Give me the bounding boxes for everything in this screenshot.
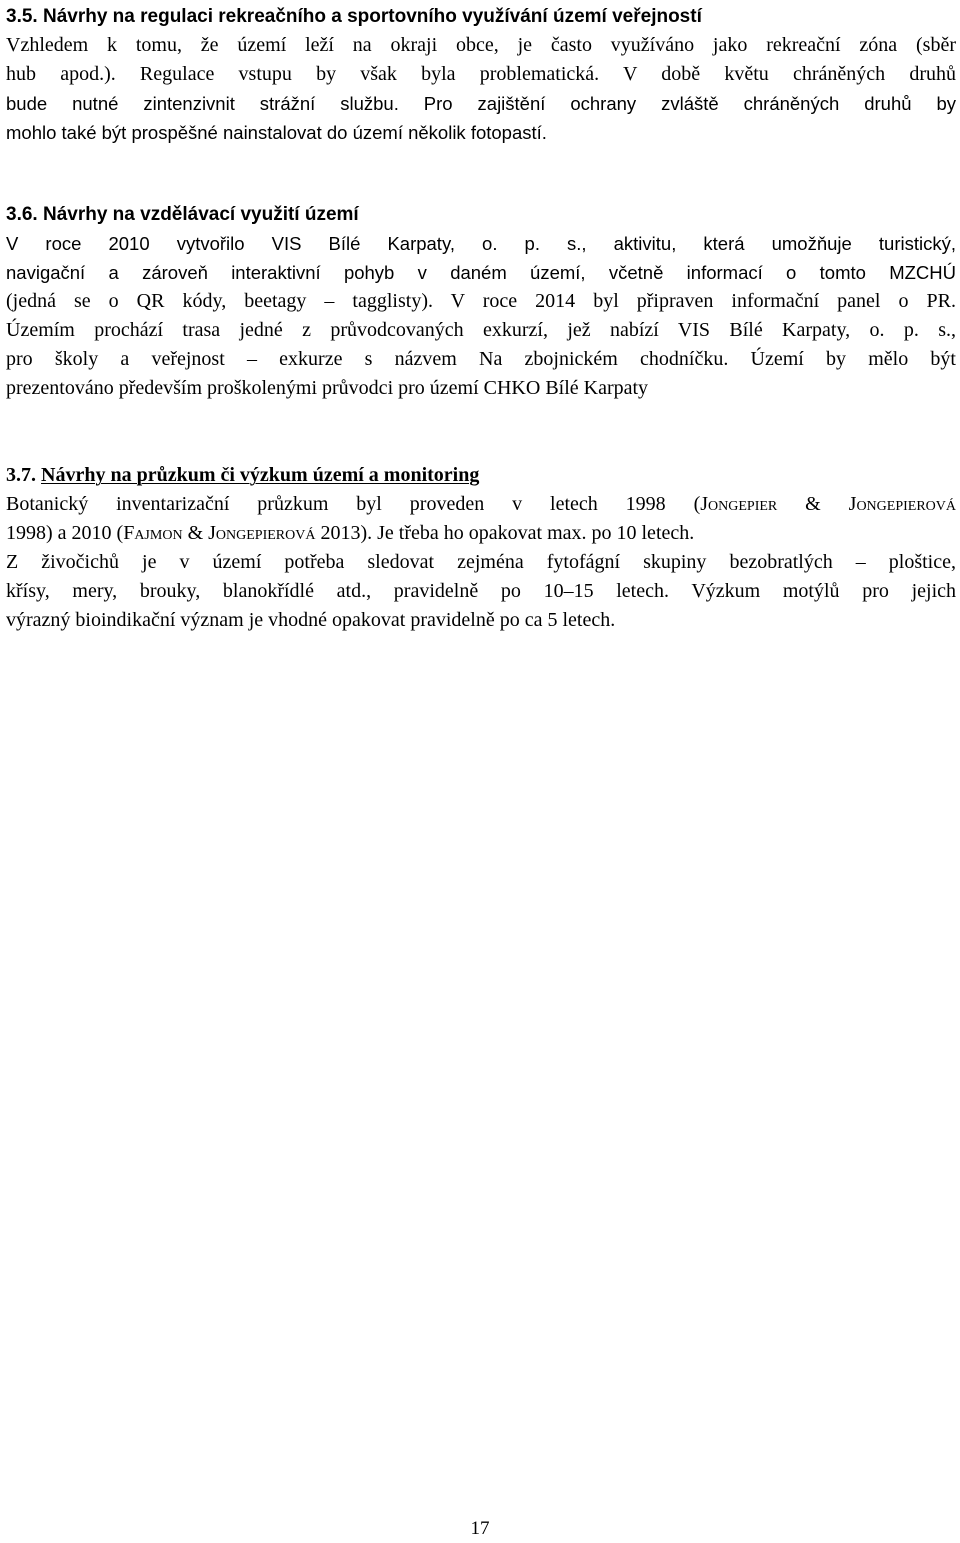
paragraph-line: výrazný bioindikační význam je vhodné opakovat pravidelně po ca 5 letech. [6, 609, 616, 631]
paragraph-line: (jedná se o QR kódy, beetagy – tagglisty). V roce 2014 byl připraven informační panel o PR. [6, 290, 956, 312]
text-run: 1998) a 2010 ( [6, 522, 124, 544]
section-heading: 3.5. Návrhy na regulaci rekreačního a sportovního využívání území veřejností [6, 6, 702, 27]
section-heading-text: Návrhy na průzkum či výzkum území a monitoring [41, 464, 480, 486]
author-name: Jongepierová [848, 493, 956, 515]
author-name: Fajmon [123, 522, 183, 544]
section-3-5 [6, 2, 956, 147]
paragraph-line: Územím prochází trasa jedné z průvodcovaných exkurzí, jež nabízí VIS Bílé Karpaty, o. p. s., [6, 319, 956, 341]
section-3-7 [6, 461, 956, 635]
section-heading: 3.6. Návrhy na vzdělávací využití území [6, 204, 359, 225]
paragraph-line [6, 519, 956, 548]
paragraph-line: pro školy a veřejnost – exkurze s názvem Na zbojnickém chodníčku. Území by mělo být [6, 348, 956, 370]
paragraph-line [6, 490, 956, 519]
author-name: Jongepier [700, 493, 778, 515]
paragraph-line: hub apod.). Regulace vstupu by však byla problematická. V době květu chráněných druhů [6, 63, 956, 85]
section-3-6 [6, 200, 956, 403]
paragraph-line: navigační a zároveň interaktivní pohyb v daném území, včetně informací o tomto MZCHÚ [6, 262, 956, 283]
text-run: Botanický inventarizační průzkum byl proveden v letech 1998 ( [6, 493, 701, 515]
paragraph-line: bude nutné zintenzivnit strážní službu. Pro zajištění ochrany zvláště chráněných druhů by [6, 93, 956, 114]
page-number: 17 [470, 1518, 490, 1539]
author-name: Jongepierová [208, 522, 316, 544]
section-heading-number: 3.7. [6, 464, 41, 486]
paragraph-line: prezentováno především proškolenými průvodci pro území CHKO Bílé Karpaty [6, 377, 649, 399]
paragraph-line: mohlo také být prospěšné nainstalovat do území několik fotopastí. [6, 122, 547, 143]
text-run: & [777, 493, 849, 515]
paragraph-line: V roce 2010 vytvořilo VIS Bílé Karpaty, o. p. s., aktivitu, která umožňuje turistický, [6, 233, 956, 254]
paragraph-line: Z živočichů je v území potřeba sledovat zejména fytofágní skupiny bezobratlých – ploštice, [6, 551, 956, 573]
text-run: 2013). Je třeba ho opakovat max. po 10 letech. [315, 522, 695, 544]
paragraph-line: křísy, mery, brouky, blanokřídlé atd., pravidelně po 10–15 letech. Výzkum motýlů pro jejich [6, 580, 956, 602]
text-run: & [182, 522, 209, 544]
section-heading [6, 461, 956, 490]
paragraph-line: Vzhledem k tomu, že území leží na okraji obce, je často využíváno jako rekreační zóna (sběr [6, 34, 956, 56]
